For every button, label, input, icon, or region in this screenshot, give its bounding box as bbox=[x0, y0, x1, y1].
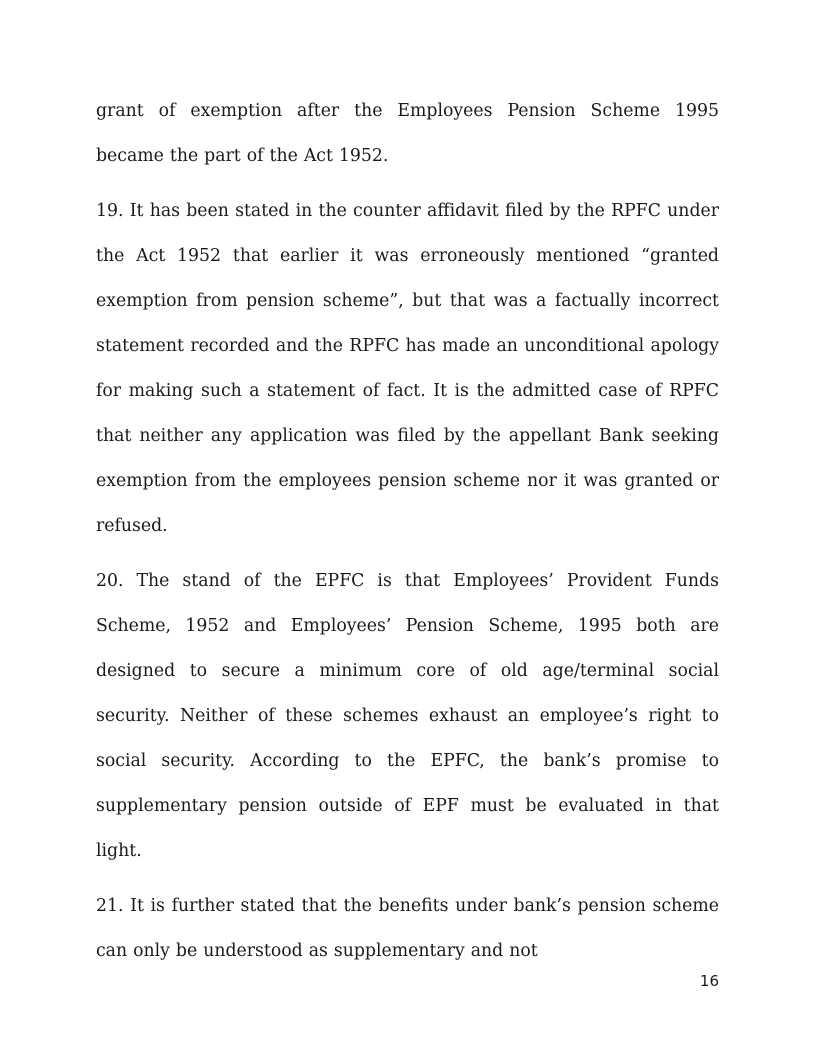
page-number: 16 bbox=[699, 972, 719, 990]
paragraph-19: 19. It has been stated in the counter affidavit filed by the RPFC under the Act 1952 that earlier it was erroneously mentioned “granted exemption from pension scheme”, but that was a factually incorrect statement recorded and the RPFC has made an unconditional apology for making such a statement of fact. It is the admitted case of RPFC that neither any application was filed by the appellant Bank seeking exemption from the employees pension scheme nor it was granted or refused. bbox=[96, 201, 719, 536]
paragraph-20: 20. The stand of the EPFC is that Employees’ Provident Funds Scheme, 1952 and Employees’ Pension Scheme, 1995 both are designed to secure a minimum core of old age/terminal social security. Neither of these schemes exhaust an employee’s right to social security. According to the EPFC, the bank’s promise to supplementary pension outside of EPF must be evaluated in that light. bbox=[96, 571, 719, 861]
paragraph-21: 21. It is further stated that the benefits under bank’s pension scheme can only be understood as supplementary and not bbox=[96, 896, 719, 961]
document-page bbox=[96, 89, 719, 974]
paragraph-continued: grant of exemption after the Employees Pension Scheme 1995 became the part of the Act 1952. bbox=[96, 101, 719, 166]
